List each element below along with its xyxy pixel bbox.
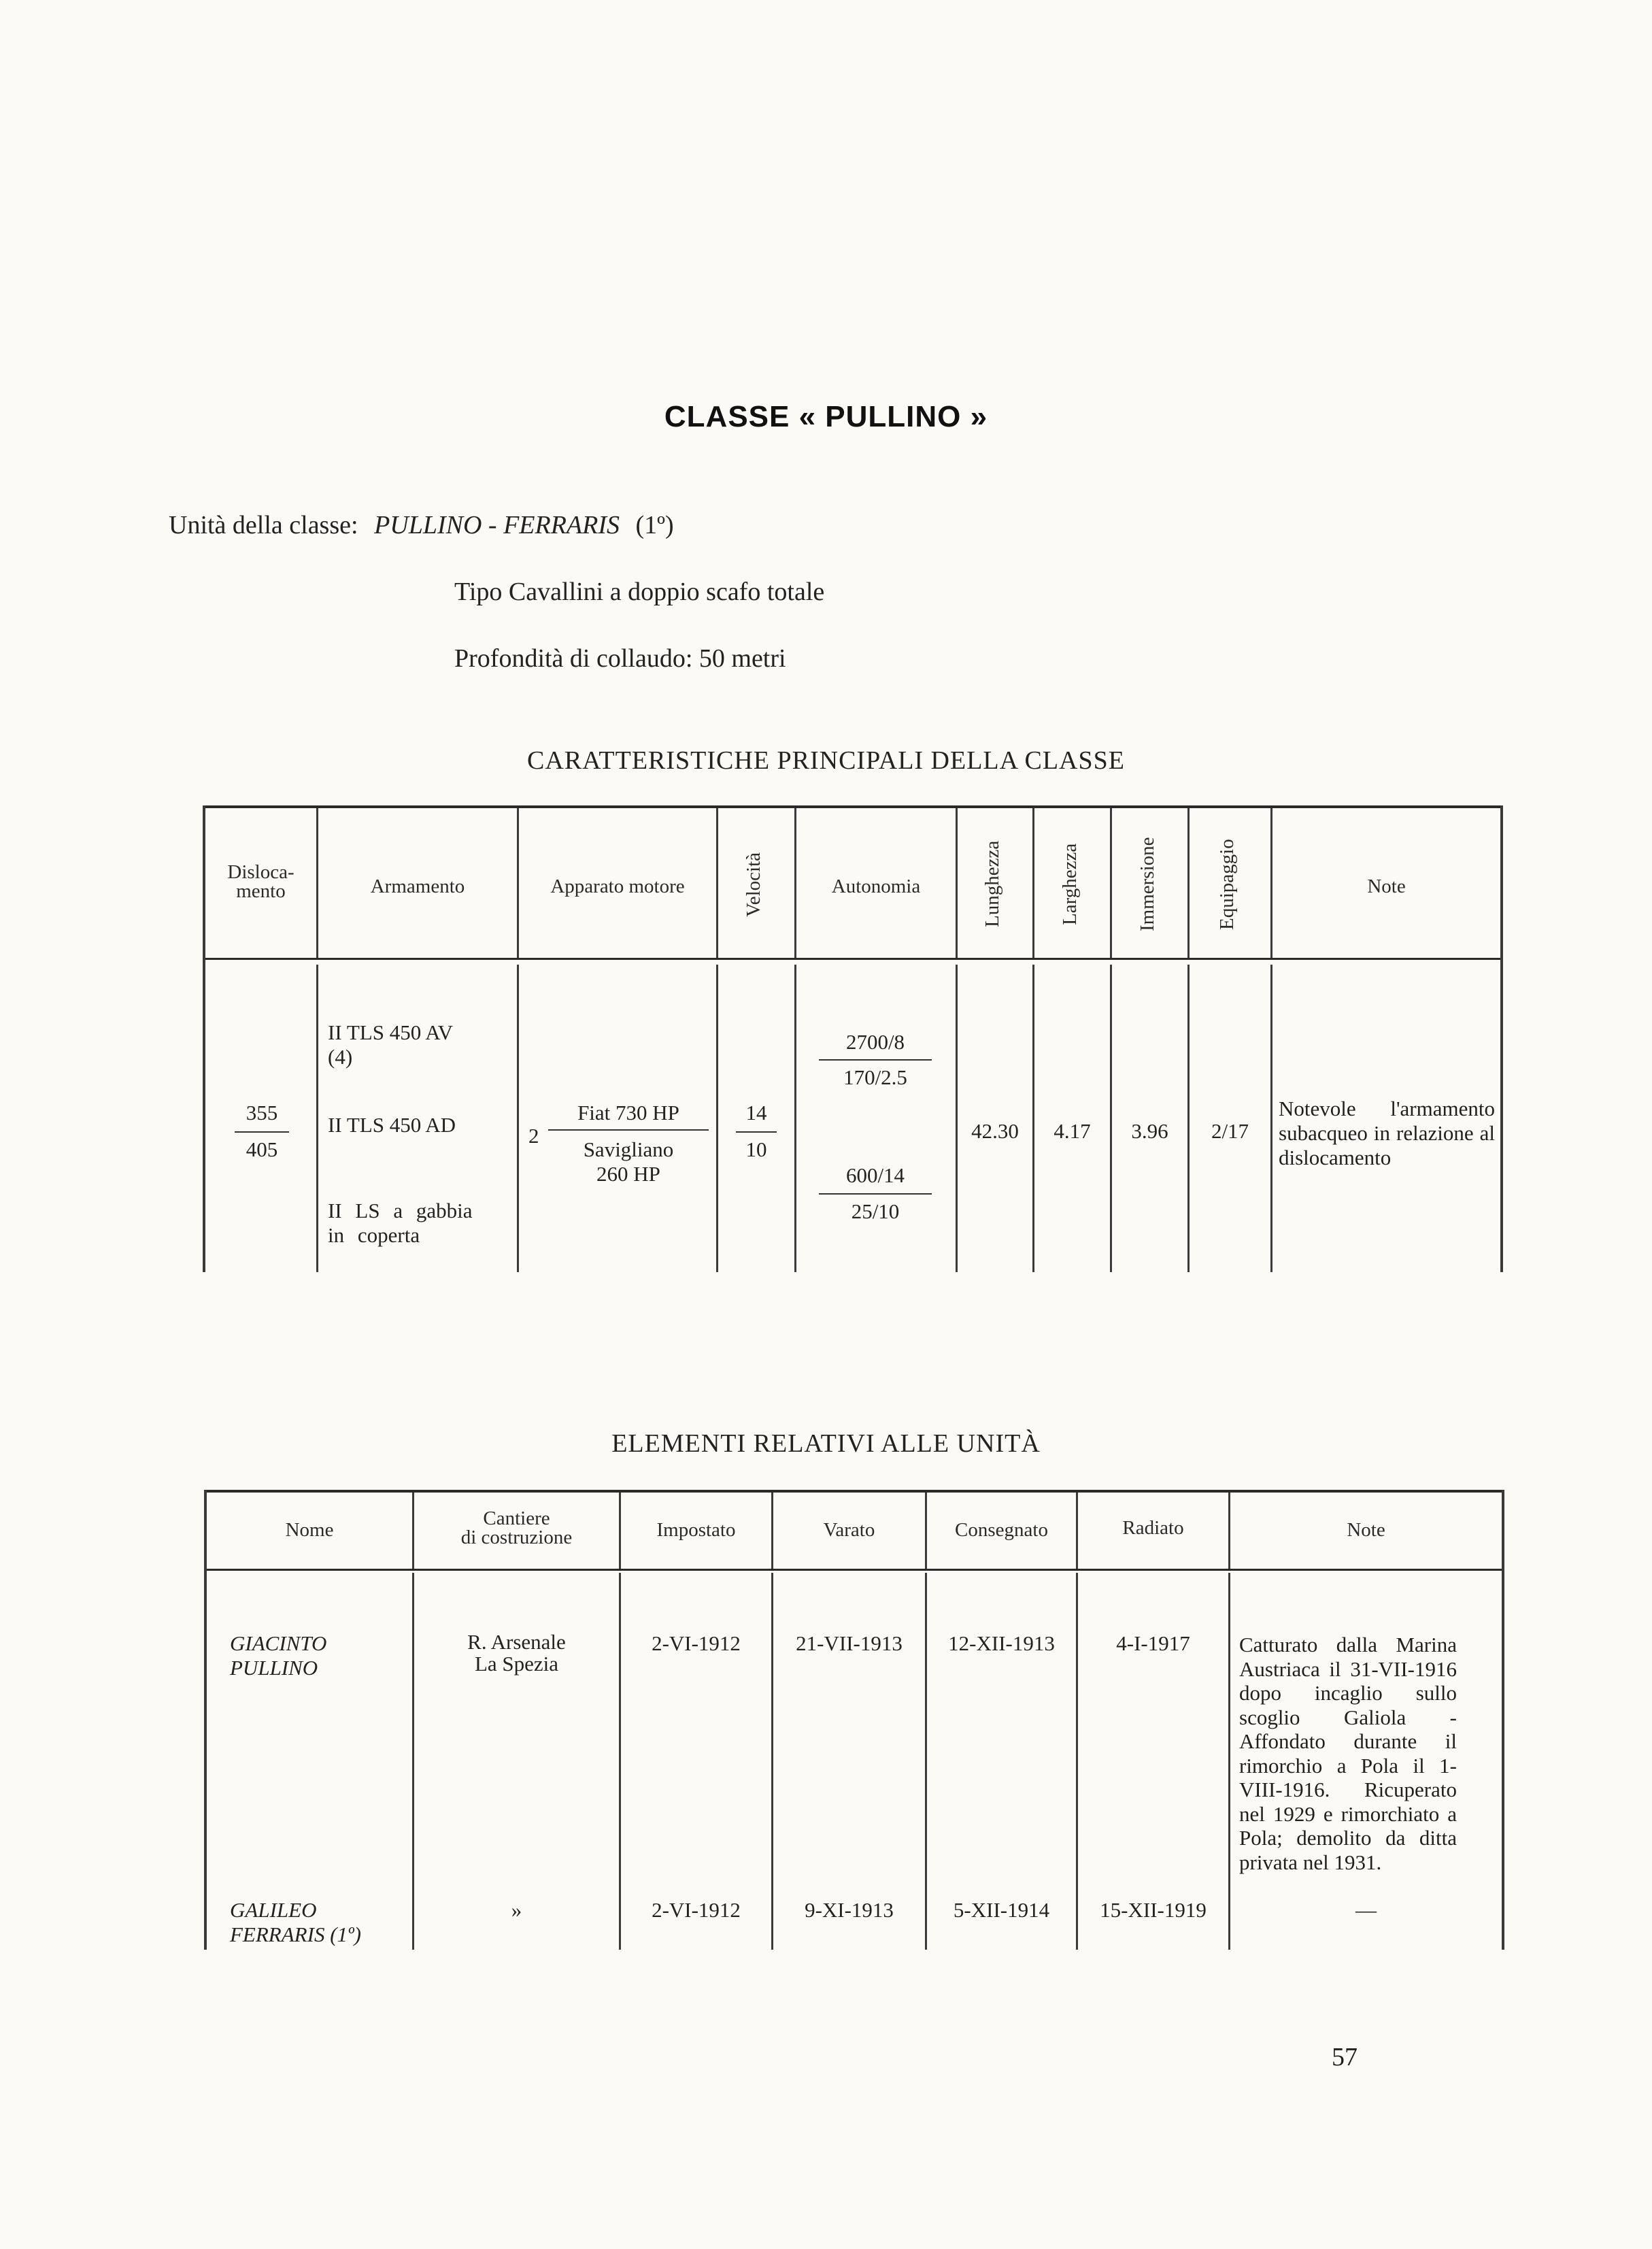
t2-sep xyxy=(1228,1573,1230,1950)
autonomia-4: 25/10 xyxy=(851,1199,900,1223)
header-velocita: Velocità xyxy=(743,852,764,917)
header-apparato-motore: Apparato motore xyxy=(550,876,685,897)
t1-sep xyxy=(517,965,519,1272)
row2-nome: GALILEO FERRARIS (1º) xyxy=(230,1898,361,1946)
row1-nome: GIACINTO PULLINO xyxy=(230,1631,327,1680)
table1-header-rule xyxy=(203,958,1503,960)
armamento-bow: II TLS 450 AV (4) xyxy=(328,1020,454,1069)
fraction-bar xyxy=(819,1193,932,1195)
velocita-submerged: 10 xyxy=(745,1137,767,1161)
t2-sep xyxy=(771,1573,773,1950)
t1-sep xyxy=(716,965,718,1272)
row1-varato: 21-VII-1913 xyxy=(796,1631,903,1655)
table1-caption: CARATTERISTICHE PRINCIPALI DELLA CLASSE xyxy=(527,746,1125,775)
t1-sep xyxy=(956,965,958,1272)
row2-note: — xyxy=(1355,1898,1377,1922)
row1-cantiere: R. Arsenale La Spezia xyxy=(467,1630,566,1676)
header-consegnato: Consegnato xyxy=(955,1519,1048,1541)
apparato-electric: Savigliano 260 HP xyxy=(583,1137,674,1186)
t1-sep xyxy=(794,965,796,1272)
armamento-stern: II TLS 450 AD xyxy=(328,1113,456,1137)
t1-sep xyxy=(1032,808,1034,958)
apparato-multiplier: 2 xyxy=(528,1124,539,1148)
t1-sep xyxy=(716,808,718,958)
header-note: Note xyxy=(1367,876,1406,897)
fraction-bar xyxy=(548,1129,709,1131)
type-line: Tipo Cavallini a doppio scafo totale xyxy=(454,578,825,606)
t1-sep xyxy=(1110,965,1112,1272)
units-label: Unità della classe: xyxy=(169,511,358,539)
t1-sep xyxy=(1032,965,1034,1272)
header-nome: Nome xyxy=(285,1519,334,1541)
header-armamento: Armamento xyxy=(370,876,465,897)
table2-header-rule xyxy=(204,1569,1504,1571)
autonomia-3: 600/14 xyxy=(845,1163,905,1187)
row1-impostato: 2-VI-1912 xyxy=(652,1631,741,1655)
row2-cantiere: » xyxy=(511,1898,522,1922)
immersione-value: 3.96 xyxy=(1131,1119,1168,1143)
armamento-cage: II LS a gabbia in coperta xyxy=(328,1199,473,1247)
apparato-diesel: Fiat 730 HP xyxy=(577,1101,679,1124)
t2-sep xyxy=(1076,1573,1078,1950)
t1-sep xyxy=(316,965,318,1272)
table1-right-border xyxy=(1500,805,1503,1272)
larghezza-value: 4.17 xyxy=(1053,1119,1091,1143)
t1-sep xyxy=(956,808,958,958)
header-larghezza: Larghezza xyxy=(1059,843,1081,925)
page-number: 57 xyxy=(1332,2043,1358,2071)
header-dislocamento: Disloca- mento xyxy=(227,861,294,902)
table1-note: Notevole l'armamento subacqueo in relazione al dislocamento xyxy=(1279,1097,1495,1169)
autonomia-2: 170/2.5 xyxy=(843,1065,907,1089)
table2-right-border xyxy=(1502,1490,1504,1950)
header-varato: Varato xyxy=(823,1519,875,1541)
row2-consegnato: 5-XII-1914 xyxy=(953,1898,1050,1922)
row1-consegnato: 12-XII-1913 xyxy=(948,1631,1055,1655)
dislocamento-submerged: 405 xyxy=(246,1137,278,1161)
row2-impostato: 2-VI-1912 xyxy=(652,1898,741,1922)
velocita-surface: 14 xyxy=(745,1101,767,1124)
header-radiato: Radiato xyxy=(1122,1517,1184,1539)
units-suffix: (1º) xyxy=(635,511,674,539)
autonomia-1: 2700/8 xyxy=(845,1030,905,1054)
equipaggio-value: 2/17 xyxy=(1211,1119,1249,1143)
t1-sep xyxy=(1270,965,1272,1272)
t2-sep xyxy=(925,1573,927,1950)
table1-top-rule xyxy=(203,805,1503,808)
dislocamento-surface: 355 xyxy=(246,1101,278,1124)
header-note: Note xyxy=(1347,1519,1385,1541)
t1-sep xyxy=(1110,808,1112,958)
depth-line: Profondità di collaudo: 50 metri xyxy=(454,644,786,673)
units-line xyxy=(169,510,674,540)
row2-varato: 9-XI-1913 xyxy=(805,1898,894,1922)
header-equipaggio: Equipaggio xyxy=(1216,839,1238,930)
t2-sep xyxy=(619,1573,621,1950)
fraction-bar xyxy=(819,1059,932,1061)
table2-left-border xyxy=(204,1490,207,1950)
header-lunghezza: Lunghezza xyxy=(981,840,1003,928)
header-immersione: Immersione xyxy=(1136,837,1158,932)
row2-radiato: 15-XII-1919 xyxy=(1100,1898,1207,1922)
table2-top-rule xyxy=(204,1490,1504,1493)
t2-sep xyxy=(412,1573,414,1950)
t1-sep xyxy=(1187,965,1190,1272)
header-cantiere: Cantiere di costruzione xyxy=(460,1507,573,1548)
header-autonomia: Autonomia xyxy=(831,876,921,897)
lunghezza-value: 42.30 xyxy=(971,1119,1019,1143)
header-impostato: Impostato xyxy=(656,1519,736,1541)
page-title: CLASSE « PULLINO » xyxy=(664,400,988,433)
row1-radiato: 4-I-1917 xyxy=(1116,1631,1190,1655)
row1-note: Catturato dalla Marina Austriaca il 31-VII-1916 dopo incaglio sullo scoglio Galiola - Affondato durante il rimorchio a Pola il 1-VIII-1916. Ricuperato nel 1929 e rimorchiato a Pola; demolito da ditta privata nel 1931. xyxy=(1239,1633,1457,1874)
table2-caption: ELEMENTI RELATIVI ALLE UNITÀ xyxy=(611,1429,1041,1458)
units-value: PULLINO - FERRARIS xyxy=(374,511,620,539)
fraction-bar xyxy=(736,1131,777,1133)
fraction-bar xyxy=(235,1131,289,1133)
t1-sep xyxy=(1187,808,1190,958)
